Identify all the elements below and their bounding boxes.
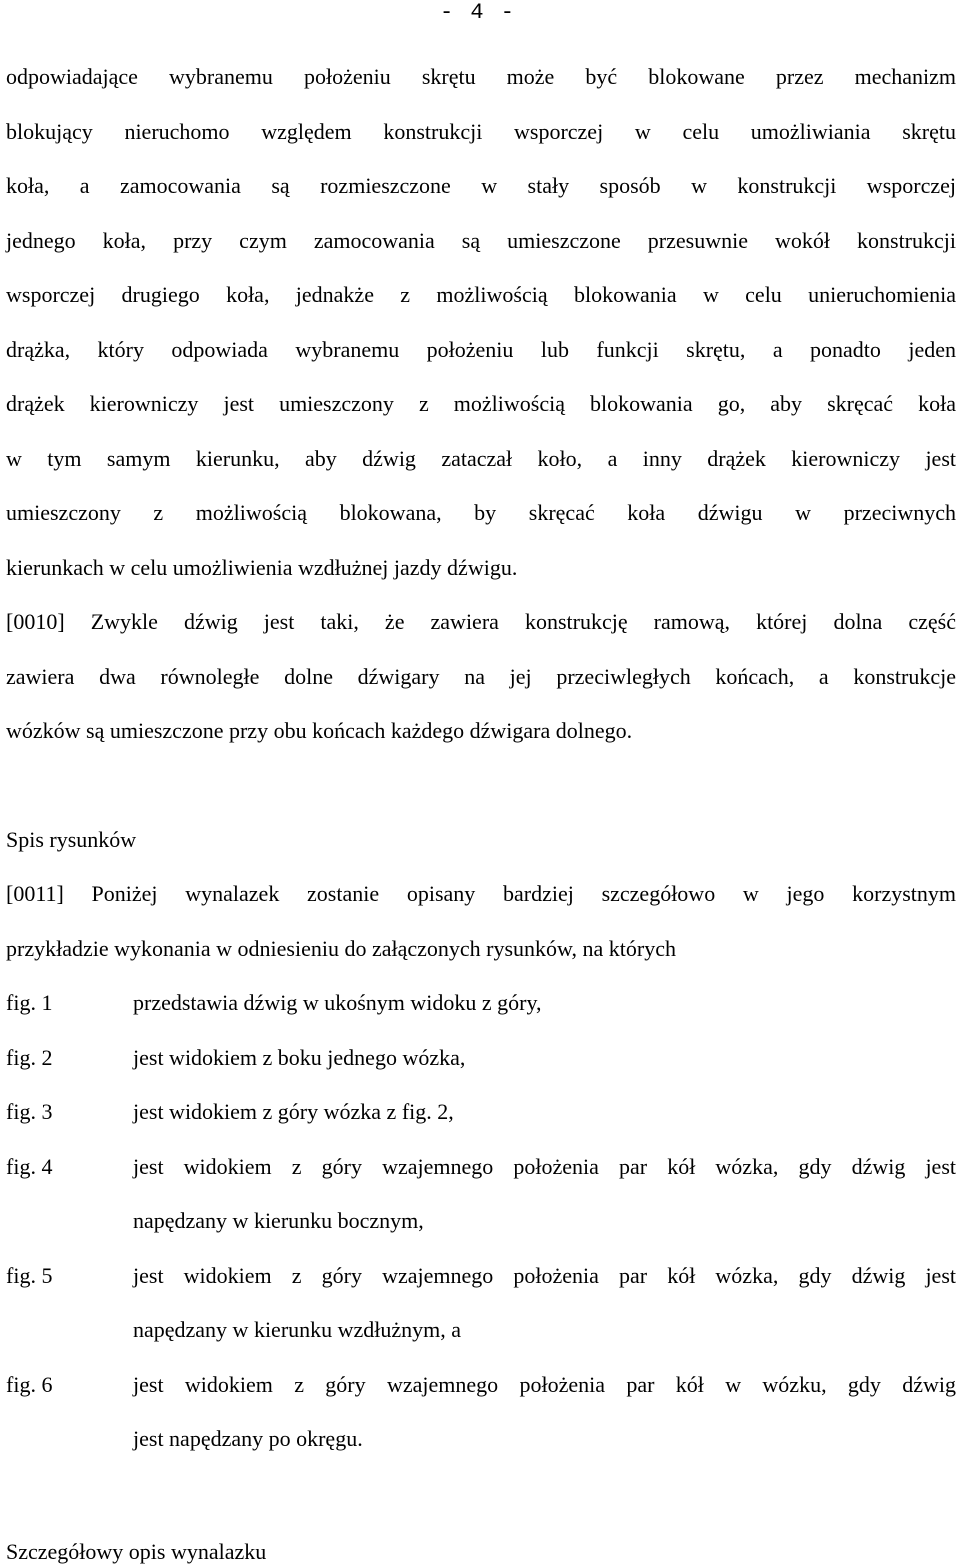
- figure-label: fig. 4: [6, 1153, 53, 1179]
- text-line: drążka, który odpowiada wybranemu położeniu lub funkcji skrętu, a ponadto jeden: [6, 336, 956, 362]
- text-line: przedstawia dźwig w ukośnym widoku z góry,: [133, 990, 542, 1015]
- figure-item: [6, 1085, 956, 1140]
- paragraph-0010: [6, 595, 956, 759]
- text-line: kierunkach w celu umożliwienia wzdłużnej jazdy dźwigu.: [6, 554, 518, 580]
- paragraph-0011: [6, 867, 956, 976]
- text-line: umieszczony z możliwością blokowana, by skręcać koła dźwigu w przeciwnych: [6, 500, 956, 525]
- text-line: blokujący nieruchomo względem konstrukcji wsporczej w celu umożliwiania skrętu: [6, 118, 956, 144]
- text-line: wsporczej drugiego koła, jednakże z możliwością blokowania w celu unieruchomienia: [6, 282, 956, 307]
- text-line: jednego koła, przy czym zamocowania są umieszczone przesuwnie wokół konstrukcji: [6, 227, 956, 253]
- figure-description: [133, 1140, 956, 1249]
- figure-description: [133, 976, 956, 1031]
- page-number: - 4 -: [440, 0, 517, 25]
- figure-label: fig. 5: [6, 1262, 53, 1288]
- paragraph-continuation: [6, 50, 956, 595]
- figure-description: [133, 1358, 956, 1467]
- figure-item: [6, 976, 956, 1031]
- text-line: wózków są umieszczone przy obu końcach każdego dźwigara dolnego.: [6, 718, 633, 743]
- text-line: [0010] Zwykle dźwig jest taki, że zawiera konstrukcję ramową, której dolna część: [6, 609, 956, 634]
- figure-label: fig. 2: [6, 1044, 53, 1070]
- figure-item: [6, 1140, 956, 1249]
- figure-description: [133, 1031, 956, 1086]
- text-line: zawiera dwa równoległe dolne dźwigary na jej przeciwległych końcach, a konstrukcje: [6, 663, 956, 689]
- figure-description: [133, 1249, 956, 1358]
- text-line: jest napędzany po okręgu.: [133, 1426, 363, 1451]
- text-line: w tym samym kierunku, aby dźwig zataczał koło, a inny drążek kierowniczy jest: [6, 445, 956, 471]
- text-line: jest widokiem z góry wózka z fig. 2,: [133, 1099, 454, 1124]
- figure-item: [6, 1031, 956, 1086]
- figure-description: [133, 1085, 956, 1140]
- figure-label: fig. 6: [6, 1371, 53, 1397]
- text-line: koła, a zamocowania są rozmieszczone w stały sposób w konstrukcji wsporczej: [6, 173, 956, 198]
- section-heading-detailed-description: Szczegółowy opis wynalazku: [6, 1539, 267, 1564]
- figure-list: [6, 976, 956, 1467]
- text-line: drążek kierowniczy jest umieszczony z możliwością blokowania go, aby skręcać koła: [6, 391, 956, 416]
- text-line: napędzany w kierunku wzdłużnym, a: [133, 1317, 462, 1342]
- text-line: napędzany w kierunku bocznym,: [133, 1208, 424, 1233]
- figure-item: [6, 1249, 956, 1358]
- text-line: jest widokiem z góry wzajemnego położenia par kół wózka, gdy dźwig jest: [133, 1262, 956, 1288]
- figure-label: fig. 3: [6, 1099, 53, 1124]
- text-line: odpowiadające wybranemu położeniu skrętu może być blokowane przez mechanizm: [6, 64, 956, 89]
- figure-label: fig. 1: [6, 990, 53, 1015]
- figure-item: [6, 1358, 956, 1467]
- section-heading-drawings: Spis rysunków: [6, 827, 137, 852]
- text-line: jest widokiem z góry wzajemnego położenia par kół w wózku, gdy dźwig: [133, 1371, 956, 1397]
- text-line: przykładzie wykonania w odniesieniu do załączonych rysunków, na których: [6, 935, 676, 961]
- text-line: [0011] Poniżej wynalazek zostanie opisany bardziej szczegółowo w jego korzystnym: [6, 881, 956, 906]
- text-line: jest widokiem z góry wzajemnego położenia par kół wózka, gdy dźwig jest: [133, 1153, 956, 1179]
- text-line: jest widokiem z boku jednego wózka,: [133, 1044, 466, 1070]
